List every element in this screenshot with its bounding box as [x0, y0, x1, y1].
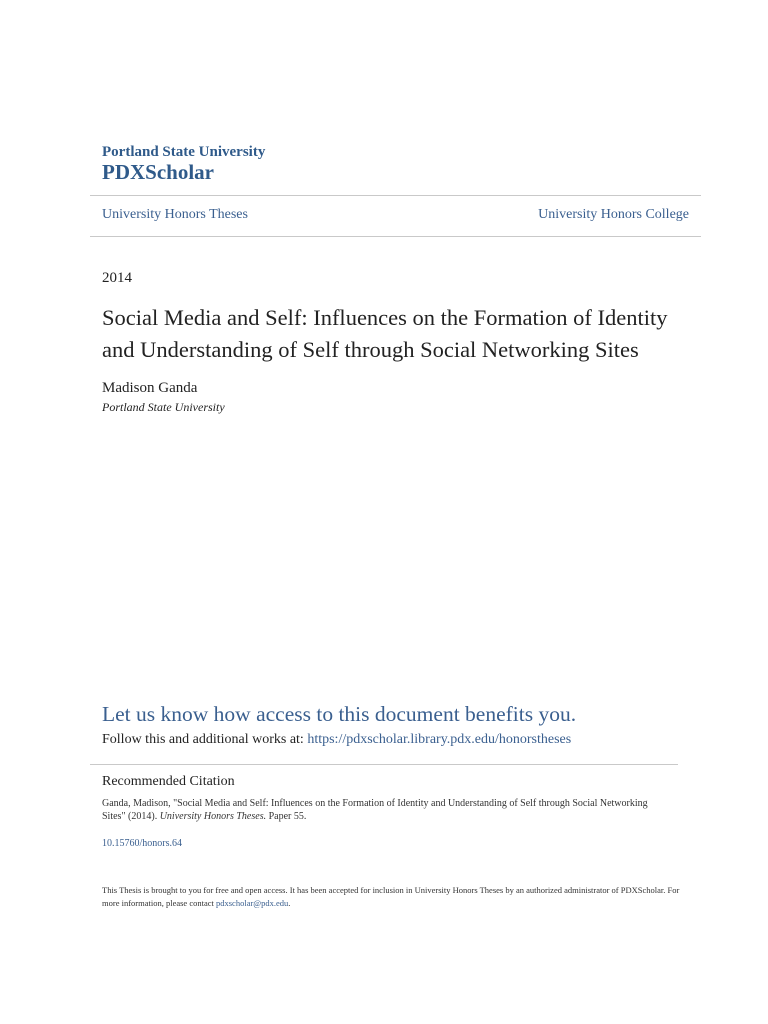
citation-paper-number: Paper 55.	[266, 811, 307, 822]
author-name: Madison Ganda	[102, 380, 198, 396]
feedback-link[interactable]: Let us know how access to this document benefits you.	[102, 702, 577, 726]
citation-text	[102, 797, 662, 823]
header-divider-bottom	[90, 236, 701, 237]
collection-url-link[interactable]: https://pdxscholar.library.pdx.edu/honorstheses	[307, 732, 572, 747]
header-divider-top	[90, 195, 701, 196]
access-statement-end: .	[288, 898, 291, 908]
repository-name[interactable]: PDXScholar	[102, 160, 214, 184]
publication-year: 2014	[102, 270, 132, 286]
citation-divider	[90, 764, 678, 765]
honors-theses-link[interactable]: University Honors Theses	[102, 207, 248, 222]
follow-prefix: Follow this and additional works at:	[102, 732, 308, 747]
contact-email-link[interactable]: pdxscholar@pdx.edu	[216, 898, 289, 908]
follow-line	[102, 732, 571, 748]
institution-name: Portland State University	[102, 144, 266, 160]
document-title: Social Media and Self: Influences on the Formation of Identity and Understanding of Self through Social Networking Sites	[102, 305, 668, 362]
access-statement-text: This Thesis is brought to you for free and open access. It has been accepted for inclusion in University Honors Theses by an authorized administrator of PDXScholar. For more information, please contact	[102, 885, 680, 908]
access-statement	[102, 884, 682, 910]
citation-heading: Recommended Citation	[102, 774, 235, 789]
honors-college-link[interactable]: University Honors College	[538, 207, 689, 222]
citation-text-main: Ganda, Madison, "Social Media and Self: Influences on the Formation of Identity and Understanding of Self through Social Networking Sites" (2014).	[102, 798, 648, 822]
doi-link[interactable]: 10.15760/honors.64	[102, 838, 182, 849]
author-affiliation: Portland State University	[102, 400, 225, 414]
citation-series: University Honors Theses.	[159, 811, 267, 822]
